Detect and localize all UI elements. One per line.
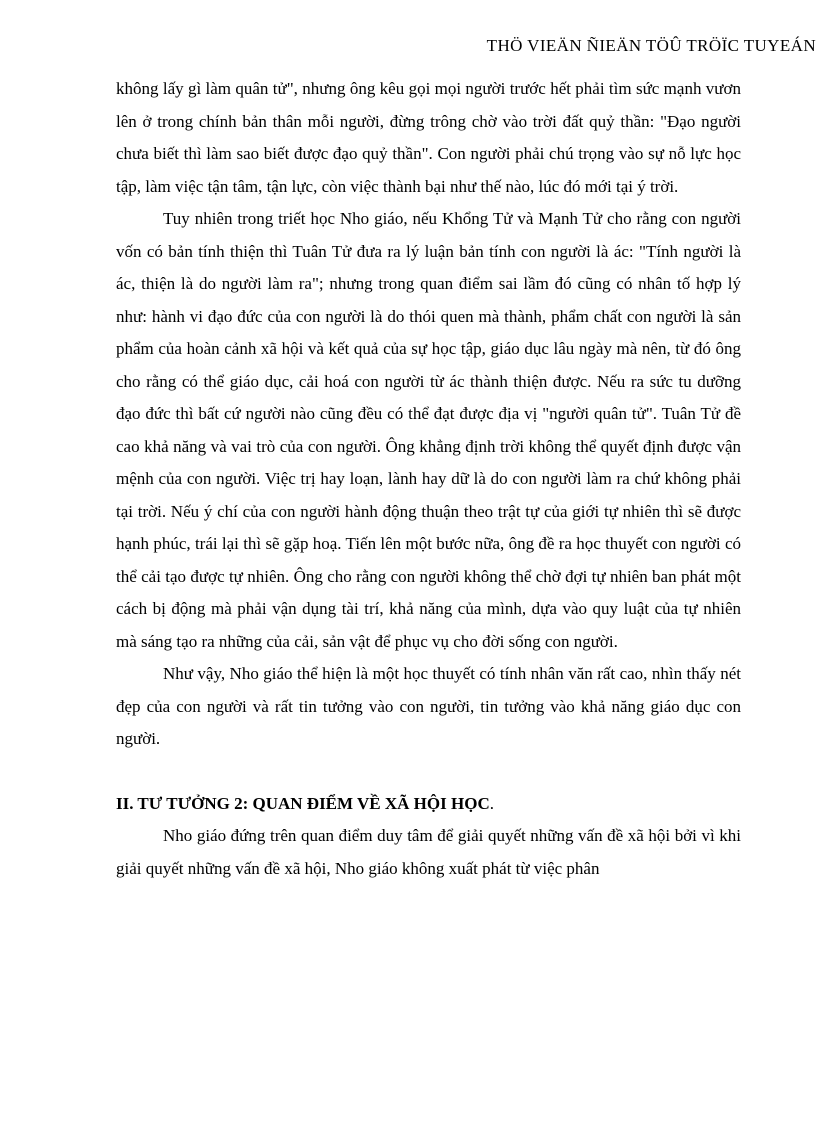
- page-header: THÖ VIEÄN ÑIEÄN TÖÛ TRÖÏC TUYEÁN: [486, 36, 816, 55]
- section-heading-text: II. TƯ TƯỞNG 2: QUAN ĐIỂM VỀ XÃ HỘI HỌC: [116, 793, 490, 813]
- document-body: [116, 73, 741, 885]
- paragraph-continuation: không lấy gì làm quân tử", nhưng ông kêu gọi mọi người trước hết phải tìm sức mạnh vươn lên ở trong chính bản thân mỗi người, đừng trông chờ vào trời đất quỷ thần: "Đạo người chưa biết thì làm sao biết được đạo quỷ thần". Con người phải chú trọng vào sự nỗ lực học tập, làm việc tận tâm, tận lực, còn việc thành bại như thế nào, lúc đó mới tại ý trời.: [116, 79, 741, 196]
- paragraph-tuan-tu: Tuy nhiên trong triết học Nho giáo, nếu Khổng Tử và Mạnh Tử cho rằng con người vốn có bản tính thiện thì Tuân Tử đưa ra lý luận bản tính con người là ác: "Tính người là ác, thiện là do người làm ra"; nhưng trong quan điểm sai lầm đó cũng có nhân tố hợp lý như: hành vi đạo đức của con người là do thói quen mà thành, phẩm chất con người là sản phẩm của hoàn cảnh xã hội và kết quả của sự học tập, giáo dục lâu ngày mà nên, từ đó ông cho rằng có thể giáo dục, cải hoá con người từ ác thành thiện được. Nếu ra sức tu dưỡng đạo đức thì bất cứ người nào cũng đều có thể đạt được địa vị "người quân tử". Tuân Tử đề cao khả năng và vai trò của con người. Ông khẳng định trời không thể quyết định được vận mệnh của con người. Việc trị hay loạn, lành hay dữ là do con người làm ra chứ không phải tại trời. Nếu ý chí của con người hành động thuận theo trật tự của giới tự nhiên thì sẽ được hạnh phúc, trái lại thì sẽ gặp hoạ. Tiến lên một bước nữa, ông đề ra học thuyết con người có thể cải tạo được tự nhiên. Ông cho rằng con người không thể chờ đợi tự nhiên ban phát một cách bị động mà phải vận dụng tài trí, khả năng của mình, dựa vào quy luật của tự nhiên mà sáng tạo ra những của cải, sản vật để phục vụ cho đời sống con người.: [116, 209, 741, 651]
- section-heading: [116, 788, 741, 821]
- section-heading-period: .: [489, 793, 494, 813]
- paragraph-section-intro: Nho giáo đứng trên quan điểm duy tâm để giải quyết những vấn đề xã hội bởi vì khi giải quyết những vấn đề xã hội, Nho giáo không xuất phát từ việc phân: [116, 826, 741, 878]
- paragraph-conclusion: Như vậy, Nho giáo thể hiện là một học thuyết có tính nhân văn rất cao, nhìn thấy nét đẹp của con người và rất tin tưởng vào con người, tin tưởng vào khả năng giáo dục con người.: [116, 664, 741, 748]
